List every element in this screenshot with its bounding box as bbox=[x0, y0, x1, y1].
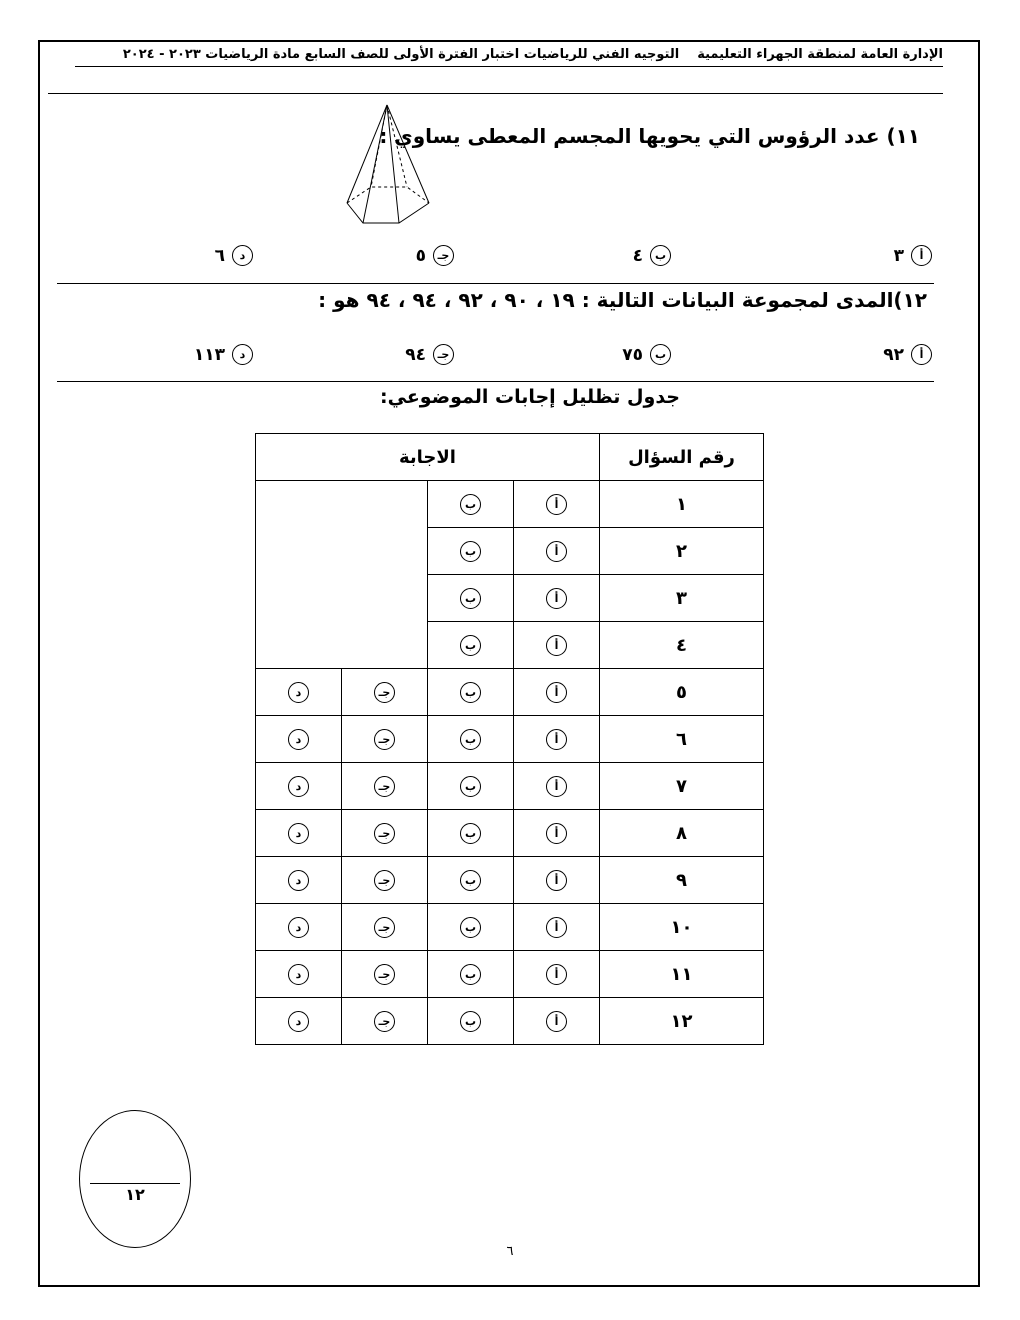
answer-cell[interactable] bbox=[514, 763, 600, 810]
answer-bubble-d[interactable]: د bbox=[288, 1011, 309, 1032]
answer-bubble-c[interactable]: جـ bbox=[374, 729, 395, 750]
answer-bubble-d[interactable]: د bbox=[288, 870, 309, 891]
answer-bubble-a[interactable]: أ bbox=[546, 964, 567, 985]
answer-cell[interactable] bbox=[514, 716, 600, 763]
answer-cell[interactable] bbox=[342, 716, 428, 763]
answer-bubble-b[interactable]: ب bbox=[460, 588, 481, 609]
q11-option-c-bubble: جـ bbox=[433, 245, 454, 266]
q11-option-c[interactable] bbox=[416, 245, 454, 266]
answer-bubble-c[interactable]: جـ bbox=[374, 1011, 395, 1032]
answer-cell[interactable] bbox=[428, 857, 514, 904]
page-number: ٦ bbox=[506, 1244, 514, 1259]
answer-cell[interactable] bbox=[514, 622, 600, 669]
answer-cell[interactable] bbox=[342, 857, 428, 904]
header-rule bbox=[48, 93, 943, 94]
question-number-column-header: رقم السؤال bbox=[600, 434, 764, 481]
q11-option-d-bubble: د bbox=[232, 245, 253, 266]
answer-cell[interactable] bbox=[256, 669, 342, 716]
answer-cell[interactable] bbox=[342, 763, 428, 810]
q12-option-c-value: ٩٤ bbox=[405, 344, 426, 365]
answer-cell[interactable] bbox=[428, 669, 514, 716]
q12-option-a-bubble: أ bbox=[911, 344, 932, 365]
answer-bubble-b[interactable]: ب bbox=[460, 870, 481, 891]
answer-cell[interactable] bbox=[342, 669, 428, 716]
answer-bubble-b[interactable]: ب bbox=[460, 682, 481, 703]
question-number-cell: ١ bbox=[600, 481, 764, 528]
answer-bubble-b[interactable]: ب bbox=[460, 776, 481, 797]
q12-option-d-value: ١١٣ bbox=[193, 344, 225, 365]
question-number-cell: ٦ bbox=[600, 716, 764, 763]
answer-cell[interactable] bbox=[428, 528, 514, 575]
answer-cell[interactable] bbox=[256, 763, 342, 810]
question-11-text: ١١) عدد الرؤوس التي يحويها المجسم المعطى يساوي : bbox=[379, 124, 920, 148]
answer-table-title: جدول تظليل إجابات الموضوعي: bbox=[380, 386, 680, 408]
answer-cell[interactable] bbox=[514, 810, 600, 857]
answer-row-11 bbox=[256, 951, 764, 998]
question-number-cell: ٣ bbox=[600, 575, 764, 622]
q12-option-b-value: ٧٥ bbox=[622, 344, 643, 365]
q12-option-b-bubble: ب bbox=[650, 344, 671, 365]
answer-bubble-b[interactable]: ب bbox=[460, 494, 481, 515]
answer-bubble-d[interactable]: د bbox=[288, 682, 309, 703]
answer-bubble-c[interactable]: جـ bbox=[374, 682, 395, 703]
answer-cell[interactable] bbox=[428, 998, 514, 1045]
q12-option-b[interactable] bbox=[622, 344, 671, 365]
answer-bubble-a[interactable]: أ bbox=[546, 541, 567, 562]
question-number-cell: ١٢ bbox=[600, 998, 764, 1045]
answer-bubble-a[interactable]: أ bbox=[546, 729, 567, 750]
q11-option-a-value: ٣ bbox=[893, 245, 904, 266]
answer-table-header-row bbox=[256, 434, 764, 481]
answer-cell[interactable] bbox=[514, 904, 600, 951]
answer-bubble-c[interactable]: جـ bbox=[374, 776, 395, 797]
q12-option-c[interactable] bbox=[405, 344, 454, 365]
answer-cell[interactable] bbox=[428, 575, 514, 622]
page-header bbox=[75, 47, 943, 67]
answer-bubble-d[interactable]: د bbox=[288, 823, 309, 844]
answer-column-header: الاجابة bbox=[256, 434, 600, 481]
answer-bubble-d[interactable]: د bbox=[288, 917, 309, 938]
answer-cell[interactable] bbox=[514, 951, 600, 998]
question-number-cell: ٩ bbox=[600, 857, 764, 904]
question-number-cell: ٨ bbox=[600, 810, 764, 857]
score-total: ١٢ bbox=[125, 1185, 145, 1204]
answer-cell[interactable] bbox=[514, 669, 600, 716]
answer-sheet-table bbox=[255, 433, 764, 1045]
answer-cell[interactable] bbox=[514, 528, 600, 575]
answer-cell[interactable] bbox=[428, 763, 514, 810]
answer-cell[interactable] bbox=[514, 998, 600, 1045]
answer-cell[interactable] bbox=[342, 904, 428, 951]
answer-bubble-b[interactable]: ب bbox=[460, 917, 481, 938]
question-number-cell: ١١ bbox=[600, 951, 764, 998]
question-number-cell: ٧ bbox=[600, 763, 764, 810]
score-circle bbox=[79, 1110, 191, 1248]
header-exam-info: التوجيه الفني للرياضيات اختبار الفترة الأولى للصف السابع مادة الرياضيات ٢٠٢٣ - ٢٠٢٤ bbox=[122, 47, 680, 62]
answer-row-12 bbox=[256, 998, 764, 1045]
answer-cell[interactable] bbox=[428, 622, 514, 669]
answer-bubble-a[interactable]: أ bbox=[546, 917, 567, 938]
answer-cell[interactable] bbox=[342, 810, 428, 857]
answer-row-8 bbox=[256, 810, 764, 857]
answer-bubble-b[interactable]: ب bbox=[460, 823, 481, 844]
answer-bubble-b[interactable]: ب bbox=[460, 1011, 481, 1032]
answer-bubble-a[interactable]: أ bbox=[546, 588, 567, 609]
question-number-cell: ٥ bbox=[600, 669, 764, 716]
answer-bubble-c[interactable]: جـ bbox=[374, 823, 395, 844]
answer-cell[interactable] bbox=[428, 810, 514, 857]
answer-row-7 bbox=[256, 763, 764, 810]
answer-bubble-a[interactable]: أ bbox=[546, 870, 567, 891]
answer-cell[interactable] bbox=[256, 716, 342, 763]
question-12-text: ١٢)المدى لمجموعة البيانات التالية : ١٩ ، ٩٠ ، ٩٢ ، ٩٤ ، ٩٤ هو : bbox=[318, 288, 927, 312]
q12-option-a[interactable] bbox=[883, 344, 932, 365]
header-directorate: الإدارة العامة لمنطقة الجهراء التعليمية bbox=[697, 47, 943, 62]
blank-cell bbox=[256, 481, 428, 669]
answer-bubble-a[interactable]: أ bbox=[546, 635, 567, 656]
q12-option-a-value: ٩٢ bbox=[883, 344, 904, 365]
answer-row-9 bbox=[256, 857, 764, 904]
answer-cell[interactable] bbox=[428, 481, 514, 528]
question-number-cell: ٤ bbox=[600, 622, 764, 669]
answer-bubble-a[interactable]: أ bbox=[546, 1011, 567, 1032]
answer-row-6 bbox=[256, 716, 764, 763]
answer-row-5 bbox=[256, 669, 764, 716]
q11-option-c-value: ٥ bbox=[415, 245, 426, 266]
q12-option-d[interactable] bbox=[194, 344, 253, 365]
q11-option-d-value: ٦ bbox=[214, 245, 225, 266]
question-number-cell: ٢ bbox=[600, 528, 764, 575]
answer-bubble-d[interactable]: د bbox=[288, 776, 309, 797]
answer-bubble-c[interactable]: جـ bbox=[374, 917, 395, 938]
answer-bubble-b[interactable]: ب bbox=[460, 541, 481, 562]
q11-option-d[interactable] bbox=[215, 245, 253, 266]
answer-bubble-b[interactable]: ب bbox=[460, 635, 481, 656]
question-number-cell: ١٠ bbox=[600, 904, 764, 951]
answer-bubble-b[interactable]: ب bbox=[460, 964, 481, 985]
answer-cell[interactable] bbox=[256, 998, 342, 1045]
answer-bubble-d[interactable]: د bbox=[288, 729, 309, 750]
answer-cell[interactable] bbox=[256, 810, 342, 857]
answer-cell[interactable] bbox=[428, 904, 514, 951]
answer-cell[interactable] bbox=[256, 951, 342, 998]
score-divider bbox=[90, 1183, 180, 1184]
q12-option-d-bubble: د bbox=[232, 344, 253, 365]
hexagonal-pyramid-figure bbox=[343, 103, 433, 231]
answer-cell[interactable] bbox=[514, 575, 600, 622]
answer-bubble-b[interactable]: ب bbox=[460, 729, 481, 750]
q11-option-b-bubble: ب bbox=[650, 245, 671, 266]
answer-bubble-c[interactable]: جـ bbox=[374, 870, 395, 891]
q11-option-b[interactable] bbox=[633, 245, 671, 266]
answer-cell[interactable] bbox=[256, 857, 342, 904]
answer-bubble-d[interactable]: د bbox=[288, 964, 309, 985]
answer-cell[interactable] bbox=[514, 857, 600, 904]
q11-option-b-value: ٤ bbox=[632, 245, 643, 266]
answer-row-10 bbox=[256, 904, 764, 951]
q12-divider bbox=[57, 381, 934, 382]
answer-bubble-c[interactable]: جـ bbox=[374, 964, 395, 985]
q12-option-c-bubble: جـ bbox=[433, 344, 454, 365]
answer-cell[interactable] bbox=[514, 481, 600, 528]
answer-bubble-a[interactable]: أ bbox=[546, 682, 567, 703]
answer-cell[interactable] bbox=[428, 716, 514, 763]
q11-option-a-bubble: أ bbox=[911, 245, 932, 266]
answer-cell[interactable] bbox=[256, 904, 342, 951]
answer-cell[interactable] bbox=[342, 998, 428, 1045]
answer-cell[interactable] bbox=[428, 951, 514, 998]
q11-option-a[interactable] bbox=[894, 245, 932, 266]
answer-bubble-a[interactable]: أ bbox=[546, 776, 567, 797]
answer-bubble-a[interactable]: أ bbox=[546, 823, 567, 844]
answer-bubble-a[interactable]: أ bbox=[546, 494, 567, 515]
q11-divider bbox=[57, 283, 934, 284]
answer-row-1 bbox=[256, 481, 764, 528]
answer-cell[interactable] bbox=[342, 951, 428, 998]
